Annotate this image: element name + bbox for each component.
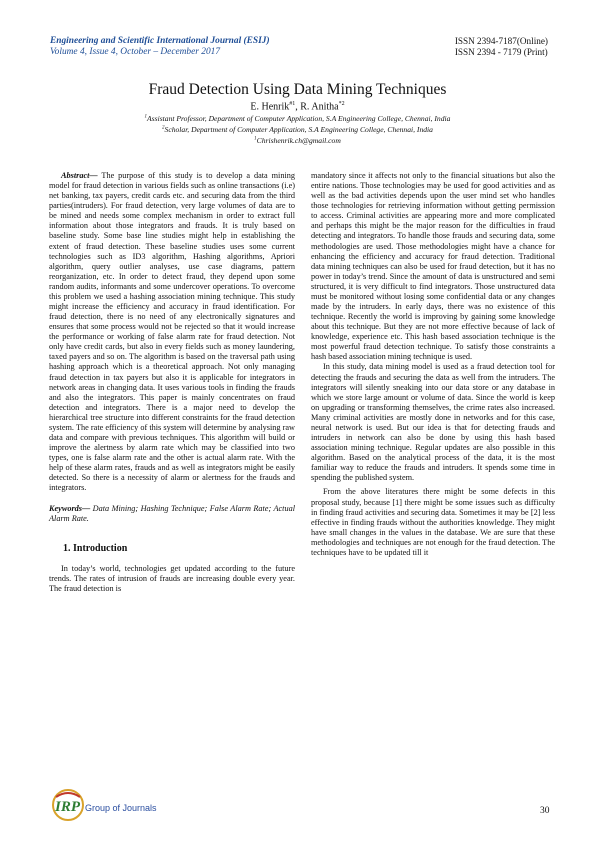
affiliation-text: Scholar, Department of Computer Application, S.A Engineering College, Chennai, India	[164, 125, 433, 134]
journal-header	[50, 36, 270, 58]
keywords-label: Keywords—	[49, 503, 91, 513]
body-paragraph: In this study, data mining model is used as a fraud detection tool for detecting the frauds and securing the data as well from the intruders. The integrators will silently sneaking into our data store or any database in which we store large amount or volume of data. Since the world is keep on upgrading or transforming themselves, the crime rates also increased. Many criminal activities are mostly done in networks and for this case, neural network is used. But our idea is that for detecting frauds and intruders in network can also be done by using this hash based association mining technique. Regular updates are also possible in this algorithm. Based on the analytical process of the data, it is the most familiar way to reduce the frauds and intruders. It spends some time in spending the published system.	[311, 362, 555, 483]
keywords	[49, 504, 295, 524]
journal-volume: Volume 4, Issue 4, October – December 2017	[50, 47, 221, 57]
affiliation-1	[0, 114, 595, 123]
body-paragraph: From the above literatures there might be some defects in this proposal study, because [1] there might be some issues such as difficulty in finding fraud activities and securing data. Sometimes it may be [2] less effective in finding frauds without the authorities knowledge. They might have small changes in the values in the database. We are sure that these methodologies and techniques are not enough for the fraud detection. The techniques have to be updated till it	[311, 487, 555, 557]
issn-print: ISSN 2394 - 7179 (Print)	[454, 47, 548, 57]
author-superscript: *2	[338, 101, 345, 107]
issn-block	[455, 36, 548, 58]
author-line	[0, 101, 595, 112]
abstract-text: The purpose of this study is to develop a data mining model for fraud detection in various fields such as online transactions (i.e) net banking, tax payers, credit cards etc. and securing data from the third parties(intruders). For fraud detection, very large volumes of data are to be mined and needs some complex mechanism in order to extract full information about those integrators and frauds. It is truly based on baseline study. Some base line studies might help in establishing the extent of fraud detection. These baseline studies uses some current technologies such as ID3 algorithm, Hashing algorithms, Apriori algorithm, query outlier analyses, use case diagrams, pattern reorganization, etc. In order to detect fraud, they depend upon some random audits, informants and some undercover operations. To overcome this problem we used a hashing association mining technique. This study might increase the efficiency and accuracy in fraud identification. For fraud detection, there is no need of any electronically signatures and ensures that some process would not be rejected so that it would increase the performance or working of false alarm rate for fraud detection. Not only have credit cards, but also in every fields such as money laundering, taxed payers and so on. The algorithm is based on the traversal path using hashing approach which is a theoretical approach. Not only managing fraud detection in tax payers but also it is applicable for integrators in network areas in changing data. It uses various tools in finding the frauds and also the integrators. This paper is mainly concentrates on fraud detection and integrators. There is a major need to develop the hierarchical tree structure into different constraints for the fraud detection system. The rate efficiency of this system will determine by analysing raw data and compare with previous techniques. This algorithm will build or improve the alertness by alarm rate which may be classified into two types, one is false alarm rate and the other is actual alarm rate. With the help of these alarm rates, frauds and as well as integrators might be easily detected. So there is a necessity of alarm or alertness for the frauds and integrators.	[49, 171, 295, 493]
abstract	[49, 171, 295, 494]
right-column	[311, 171, 555, 558]
author-superscript: #1	[289, 101, 296, 107]
keywords-text: Data Mining; Hashing Technique; False Alarm Rate; Actual Alarm Rate.	[49, 503, 295, 523]
affiliation-superscript: 1	[144, 114, 148, 120]
email-superscript: 1	[254, 136, 257, 142]
page-number: 30	[540, 806, 550, 816]
introduction-paragraph: In today’s world, technologies get updated according to the future trends. The rates of intrusion of frauds are increasing double every year. The fraud detection is	[49, 563, 295, 593]
affiliation-superscript: 2	[162, 125, 165, 131]
issn-online: ISSN 2394-7187(Online)	[454, 36, 548, 46]
left-column	[49, 171, 295, 594]
author-name: R. Anitha	[300, 101, 339, 113]
paper-title: Fraud Detection Using Data Mining Techniques	[148, 81, 447, 98]
body-paragraph: mandatory since it affects not only to the financial situations but also the entire nations. Those technologies may be used for good activities and as well as the bad activities depends upon the user mind set who handles those technologies for retrieving information without getting permission to access. Criminal activities are appearing more and more complicated and perhaps this might be the major reason for the difficulties in fraud detecting and integrators. To handle those frauds and securing data, some methodologies are used. Those methodologies might have a chance for enhancing the efficiency and accuracy for fraud detection. Traditional data mining techniques can also be used for fraud detection, but it has no power in today’s trend. Since the amount of data is unstructured and semi structured, it is very difficult to find integrators. Those unstructured data must be monitored without losing some confidential data or any changes made by the intruders. In early days, there was no existence of this technique. Recently the world is improving by gaining some knowledge about this technique. But they are not more effective because of lack of knowledge, experience etc. This hash based association technique is the most powerful fraud detection technique. To satisfy those constraints a hash based association mining technique is used.	[311, 171, 555, 362]
section-heading-introduction: 1. Introduction	[63, 542, 128, 554]
abstract-label: Abstract—	[61, 171, 98, 180]
author-name: E. Henrik	[250, 101, 290, 113]
affiliation-text: Assistant Professor, Department of Computer Application, S.A Engineering College, Chennai, India	[147, 114, 451, 123]
author-email	[0, 136, 595, 145]
affiliation-2	[0, 125, 595, 134]
author-separator: ,	[295, 101, 301, 113]
journal-name: Engineering and Scientific International Journal (ESIJ)	[50, 36, 270, 46]
email-text: Chrishenrik.ch@gmail.com	[256, 136, 341, 145]
logo-text: Group of Journals	[85, 803, 157, 813]
logo-monogram: IRP	[55, 799, 81, 815]
